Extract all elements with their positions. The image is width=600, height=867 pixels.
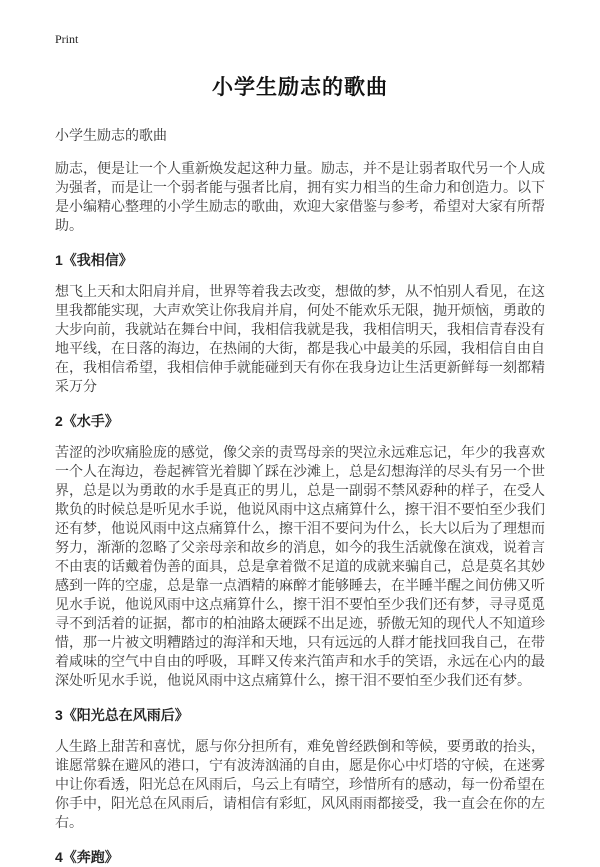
intro-paragraph: 励志，便是让一个人重新焕发起这种力量。励志，并不是让弱者取代另一个人成为强者，而是让一个弱者能与强者比肩，拥有实力相当的生命力和创造力。以下是小编精心整理的小学生励志的歌曲，欢迎大家借鉴与参考，希望对大家有所帮助。 — [55, 160, 545, 233]
section-heading-1: 1《我相信》 — [55, 252, 133, 268]
section-body-3: 人生路上甜苦和喜忧，愿与你分担所有，难免曾经跌倒和等候，要勇敢的抬头，谁愿常躲在避风的港口，宁有波涛汹涌的自由，愿是你心中灯塔的守候，在迷雾中让你看透，阳光总在风雨后，乌云上有晴空，珍惜所有的感动，每一份希望在你手中，阳光总在风雨后，请相信有彩虹，风风雨雨都接受，我一直会在你的左右。 — [55, 738, 545, 830]
section-heading-3: 3《阳光总在风雨后》 — [55, 707, 189, 723]
print-button[interactable]: Print — [55, 32, 79, 46]
section-body-2: 苦涩的沙吹痛脸庞的感觉，像父亲的责骂母亲的哭泣永远难忘记，年少的我喜欢一个人在海边，卷起裤管光着脚丫踩在沙滩上，总是幻想海洋的尽头有另一个世界，总是以为勇敢的水手是真正的男儿，总是一副弱不禁风孬种的样子，在受人欺负的时候总是听见水手说，他说风雨中这点痛算什么，擦干泪不要怕至少我们还有梦，他说风雨中这点痛算什么，擦干泪不要问为什么，长大以后为了理想而努力，渐渐的忽略了父亲母亲和故乡的消息，如今的我生活就像在演戏，说着言不由衷的话戴着伪善的面具，总是拿着微不足道的成就来骗自己，总是莫名其妙感到一阵的空虚，总是靠一点酒精的麻醉才能够睡去，在半睡半醒之间仿佛又听见水手说，他说风雨中这点痛算什么，擦干泪不要怕至少我们还有梦，寻寻觅觅寻不到活着的证据，都市的柏油路太硬踩不出足迹，骄傲无知的现代人不知道珍惜，那一片被文明糟踏过的海洋和天地，只有远远的人群才能找回我自己，在带着咸味的空气中自由的呼吸，耳畔又传来汽笛声和水手的笑语，永远在心内的最深处听见水手说，他说风雨中这点痛算什么，擦干泪不要怕至少我们还有梦。 — [55, 444, 545, 688]
section-heading-2: 2《水手》 — [55, 413, 119, 429]
section-heading-4: 4《奔跑》 — [55, 849, 119, 865]
section-body-1: 想飞上天和太阳肩并肩，世界等着我去改变，想做的梦，从不怕别人看见，在这里我都能实现，大声欢笑让你我肩并肩，何处不能欢乐无限，抛开烦恼，勇敢的大步向前，我就站在舞台中间，我相信我就是我，我相信明天，我相信青春没有地平线，在日落的海边，在热闹的大街，都是我心中最美的乐园，我相信自由自在，我相信希望，我相信伸手就能碰到天有你在我身边让生活更新鲜每一刻都精采万分 — [55, 283, 545, 394]
document-subtitle: 小学生励志的歌曲 — [55, 127, 167, 143]
page-title: 小学生励志的歌曲 — [212, 76, 388, 99]
